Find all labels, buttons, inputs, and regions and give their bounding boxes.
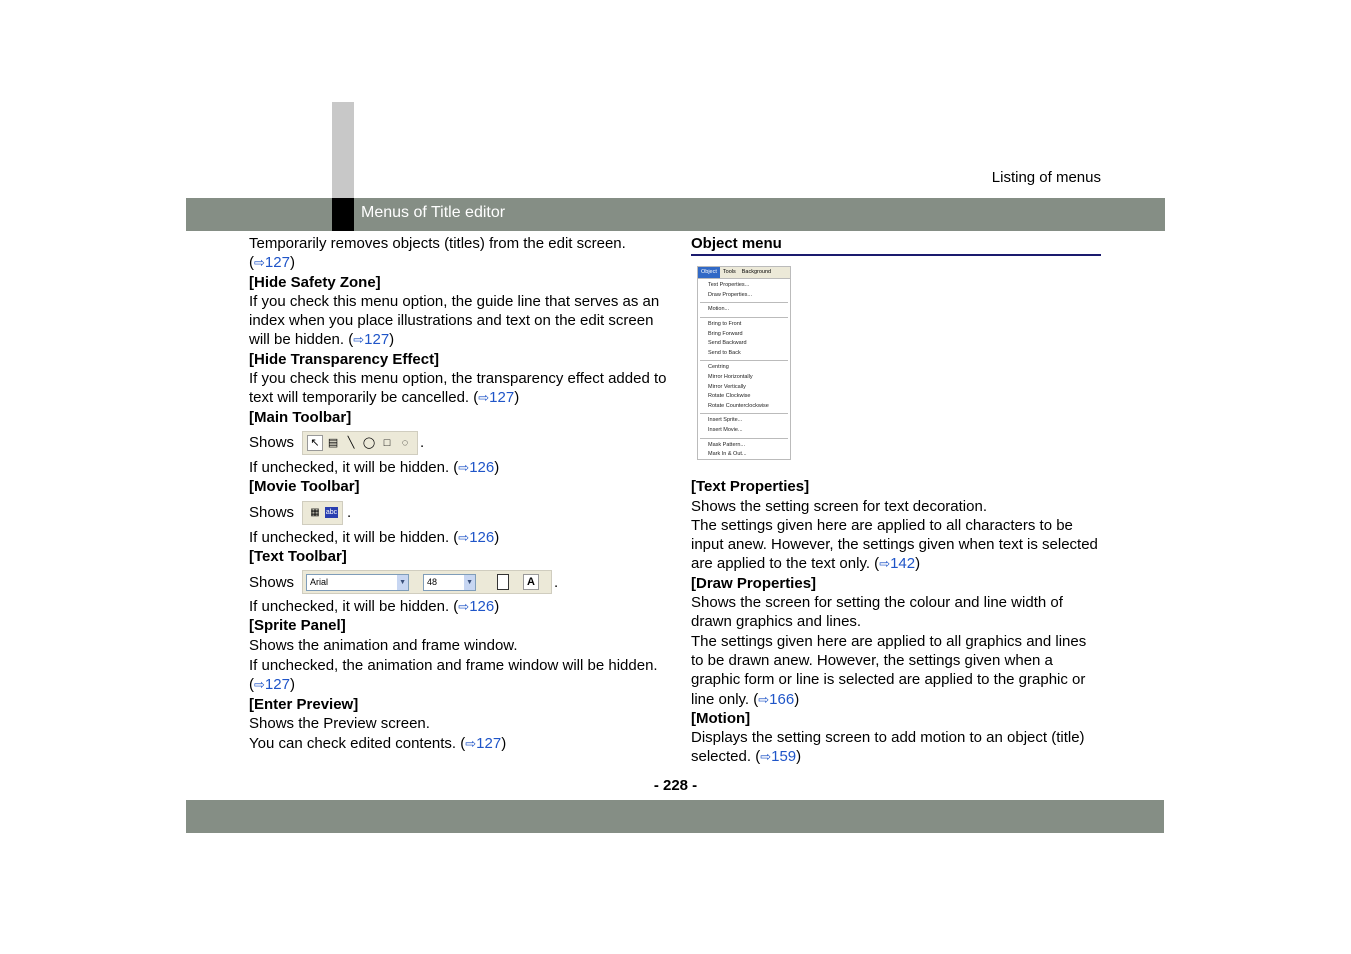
movie-toolbar-shows: Shows ▦ abc . xyxy=(249,498,669,528)
font-select: Arial ▼ xyxy=(306,574,409,591)
main-toolbar-image xyxy=(302,431,418,455)
menu-item: Mirror Horizontally xyxy=(708,374,753,381)
menu-item: Mask Pattern... xyxy=(708,441,745,448)
text-toolbar-shows: Shows Arial ▼ 48 ▼ A . xyxy=(249,567,669,597)
page-ref-link[interactable]: ⇨126 xyxy=(458,528,495,546)
arrow-icon: ⇨ xyxy=(458,599,470,615)
main-toolbar-shows: Shows ↖ ▤ ╲ ◯ □ ◌ . xyxy=(249,428,669,458)
text-toolbar-image xyxy=(302,570,552,594)
page-title: Menus of Title editor xyxy=(361,204,506,221)
arrow-icon: ⇨ xyxy=(458,459,470,475)
freeform-tool-icon: ◌ xyxy=(401,436,409,449)
heading-movie-toolbar: [Movie Toolbar] xyxy=(249,478,360,496)
page-ref-link[interactable]: ⇨127 xyxy=(254,254,290,272)
object-menu-screenshot xyxy=(697,266,791,460)
header-tab-marker xyxy=(332,198,354,231)
menu-item: Rotate Counterclockwise xyxy=(708,402,769,409)
pointer-icon: ↖ xyxy=(307,435,323,451)
menu-tab-background: Background xyxy=(741,269,772,276)
font-style-icon: A xyxy=(523,574,539,590)
page-ref-link[interactable]: ⇨159 xyxy=(760,748,797,766)
menu-item: Bring to Front xyxy=(708,321,742,328)
page-number: - 228 - xyxy=(653,777,698,794)
line-tool-icon: ╲ xyxy=(347,436,355,449)
menu-item: Bring Forward xyxy=(708,330,743,337)
arrow-icon: ⇨ xyxy=(465,736,477,752)
page-ref-link[interactable]: ⇨142 xyxy=(879,555,916,573)
heading-text-properties: [Text Properties] xyxy=(691,478,810,496)
menu-item: Send to Back xyxy=(708,349,741,356)
draw-properties-line1: Shows the screen for setting the colour and line width of drawn graphics and lines. xyxy=(691,594,1063,631)
arrow-icon: ⇨ xyxy=(758,691,770,707)
menu-item: Text Properties... xyxy=(708,282,750,289)
arrow-icon: ⇨ xyxy=(458,529,470,545)
arrow-icon: ⇨ xyxy=(478,390,490,406)
rectangle-tool-icon: □ xyxy=(383,436,391,449)
heading-hide-transparency: [Hide Transparency Effect] xyxy=(249,350,440,368)
arrow-icon: ⇨ xyxy=(254,255,265,271)
page-ref-link[interactable]: ⇨127 xyxy=(254,676,290,694)
menu-item: Mirror Vertically xyxy=(708,383,746,390)
heading-main-toolbar: [Main Toolbar] xyxy=(249,408,352,426)
text-tool-icon: ▤ xyxy=(327,436,339,449)
page-ref-link[interactable]: ⇨127 xyxy=(478,389,515,407)
arrow-icon: ⇨ xyxy=(879,556,891,572)
page-ref-link[interactable]: ⇨166 xyxy=(758,690,795,708)
size-select: 48 ▼ xyxy=(423,574,476,591)
hide-safety-zone-text: If you check this menu option, the guide line that serves as an index when you place illustrations and text on the edit screen will be hidden. (⇨127) xyxy=(249,292,660,349)
page-ref-link[interactable]: ⇨127 xyxy=(465,735,502,753)
page-ref-link[interactable]: ⇨127 xyxy=(353,331,390,349)
sprite-panel-line2: If unchecked, the animation and frame window will be hidden. (⇨127) xyxy=(249,657,658,694)
menu-item: Insert Movie... xyxy=(708,427,743,434)
movie-toolbar-hidden-text: If unchecked, it will be hidden. (⇨126) xyxy=(249,528,500,546)
menu-separator xyxy=(700,302,788,303)
chevron-down-icon: ▼ xyxy=(464,575,475,590)
text-effect-icon: abc xyxy=(325,509,338,517)
sprite-panel-line1: Shows the animation and frame window. xyxy=(249,636,518,654)
heading-sprite-panel: [Sprite Panel] xyxy=(249,617,346,635)
header-tab-decoration xyxy=(332,102,354,198)
menu-separator xyxy=(700,438,788,439)
menu-separator xyxy=(700,413,788,414)
section-label: Listing of menus xyxy=(991,169,1101,186)
object-menu-heading: Object menu xyxy=(691,234,1101,256)
text-toolbar-hidden-text: If unchecked, it will be hidden. (⇨126) xyxy=(249,598,500,616)
page-ref-link[interactable]: ⇨126 xyxy=(458,598,495,616)
film-icon: ▦ xyxy=(310,506,320,518)
text-properties-line2: The settings given here are applied to all characters to be input anew. However, the settings given when text is selected are applied to the text only. (⇨142) xyxy=(691,516,1098,573)
chevron-down-icon: ▼ xyxy=(397,575,408,590)
menu-item: Centring xyxy=(708,364,729,371)
footer-bar xyxy=(186,800,1164,833)
enter-preview-line2: You can check edited contents. (⇨127) xyxy=(249,735,507,753)
heading-hide-safety-zone: [Hide Safety Zone] xyxy=(249,273,381,291)
heading-enter-preview: [Enter Preview] xyxy=(249,695,359,713)
menu-item: Send Backward xyxy=(708,340,747,347)
heading-draw-properties: [Draw Properties] xyxy=(691,574,817,592)
left-column xyxy=(249,234,669,754)
menu-item: Motion... xyxy=(708,306,730,313)
text-properties-line1: Shows the setting screen for text decoration. xyxy=(691,497,987,515)
menu-separator xyxy=(700,317,788,318)
motion-text: Displays the setting screen to add motion to an object (title) selected. (⇨159) xyxy=(691,729,1085,766)
text-box-icon xyxy=(497,574,509,590)
main-toolbar-hidden-text: If unchecked, it will be hidden. (⇨126) xyxy=(249,458,500,476)
menu-item: Draw Properties... xyxy=(708,291,753,298)
intro-paragraph: Temporarily removes objects (titles) from the edit screen. (⇨127) xyxy=(249,235,626,272)
arrow-icon: ⇨ xyxy=(254,677,265,693)
menu-item: Rotate Clockwise xyxy=(708,393,751,400)
right-column xyxy=(691,234,1101,767)
draw-properties-line2: The settings given here are applied to all graphics and lines to be drawn anew. However, the settings given when a graphic form or line is selected are applied to the graphic or line only. (⇨166) xyxy=(691,632,1087,708)
arrow-icon: ⇨ xyxy=(760,749,772,765)
heading-motion: [Motion] xyxy=(691,709,751,727)
hide-transparency-text: If you check this menu option, the transparency effect added to text will temporarily be cancelled. (⇨127) xyxy=(249,370,667,407)
arrow-icon: ⇨ xyxy=(353,332,365,348)
menu-tab-tools: Tools xyxy=(722,269,736,276)
menu-item: Insert Sprite... xyxy=(708,417,743,424)
ellipse-tool-icon: ◯ xyxy=(362,436,376,449)
menu-item: Mark In & Out... xyxy=(708,451,747,458)
menu-bar xyxy=(698,267,790,279)
movie-toolbar-image xyxy=(302,501,343,525)
menu-tab-object: Object xyxy=(698,267,720,278)
heading-text-toolbar: [Text Toolbar] xyxy=(249,547,347,565)
page-ref-link[interactable]: ⇨126 xyxy=(458,458,495,476)
menu-separator xyxy=(700,360,788,361)
enter-preview-line1: Shows the Preview screen. xyxy=(249,714,430,732)
